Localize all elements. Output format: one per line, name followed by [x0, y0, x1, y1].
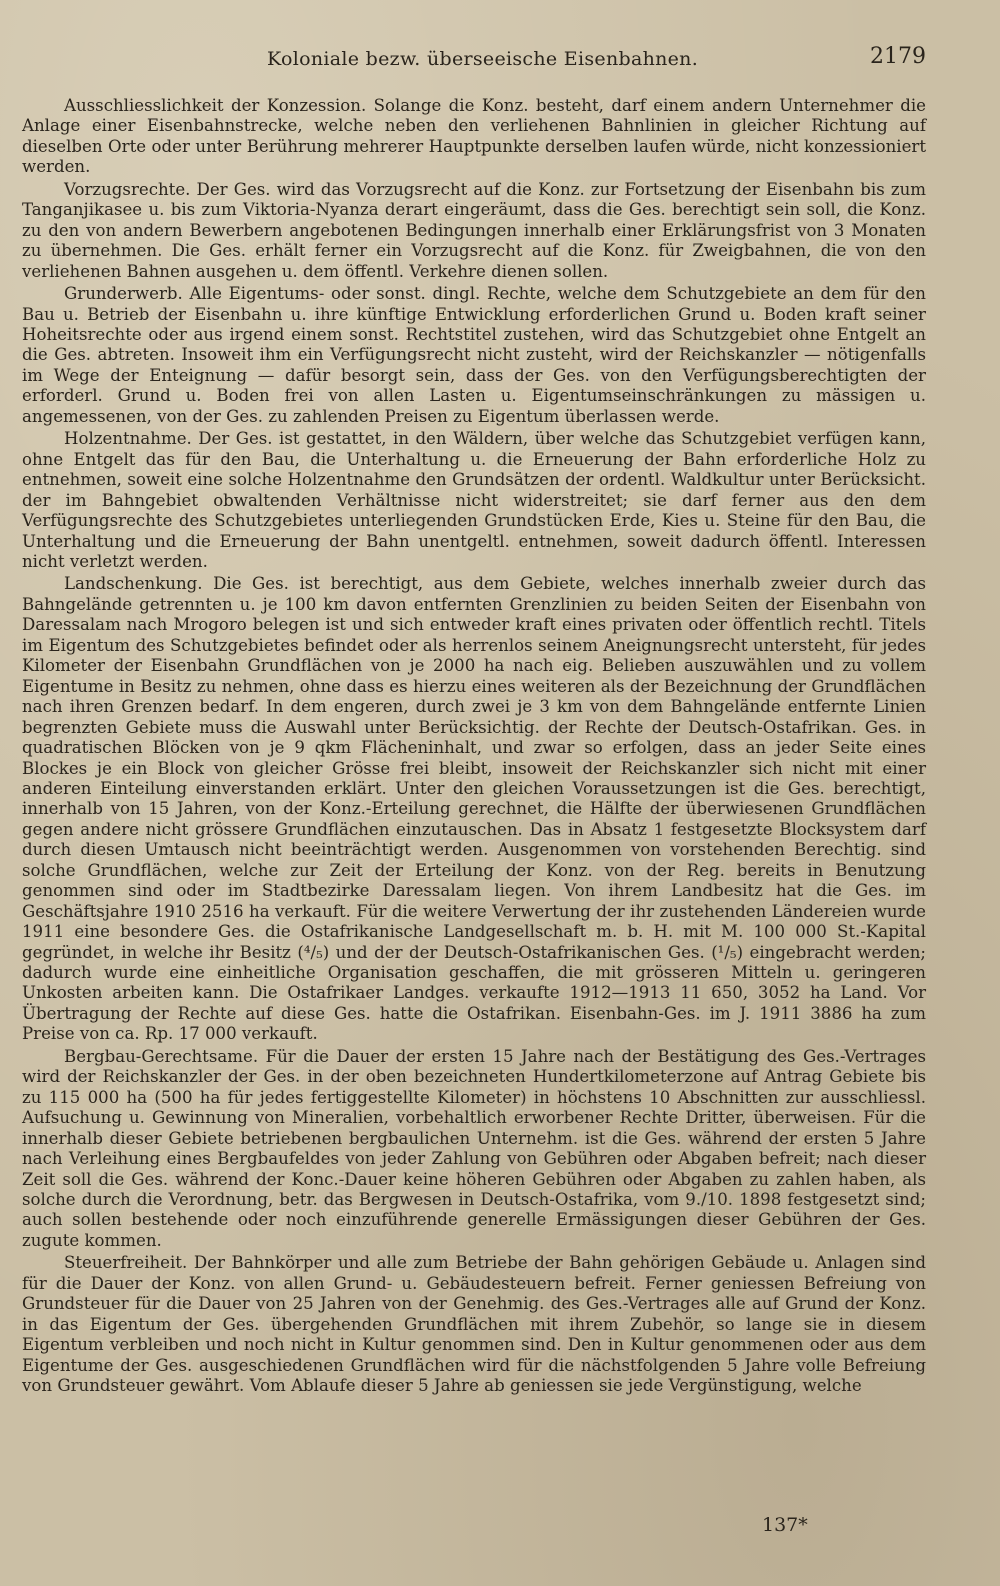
- body-text: [22, 96, 926, 1399]
- signature-mark: 137*: [762, 1514, 808, 1536]
- paragraph-vorzugsrechte: Vorzugsrechte. Der Ges. wird das Vorzugsrecht auf die Konz. zur Fortsetzung der Eisenbahn bis zum Tanganjikasee u. bis zum Viktoria-Nyanza derart eingeräumt, dass die Ges. berechtigt sein soll, die Konz. zu den von andern Bewerbern angebotenen Bedingungen innerhalb einer Erklärungsfrist von 3 Monaten zu übernehmen. Die Ges. erhält ferner ein Vorzugsrecht auf die Konz. für Zweigbahnen, die von den verliehenen Bahnen ausgehen u. dem öffentl. Verkehre dienen sollen.: [22, 179, 926, 281]
- paragraph-landschenkung: Landschenkung. Die Ges. ist berechtigt, aus dem Gebiete, welches innerhalb zweier durch das Bahngelände getrennten u. je 100 km davon entfernten Grenzlinien zu beiden Seiten der Eisenbahn von Daressalam nach Mrogoro belegen ist und sich entweder kraft eines privaten oder öffentlich rechtl. Titels im Eigentum des Schutzgebietes befindet oder als herrenlos seinem Aneignungsrecht untersteht, für jedes Kilometer der Eisenbahn Grundflächen von je 2000 ha nach eig. Belieben auszuwählen und zu vollem Eigentume in Besitz zu nehmen, ohne dass es hierzu eines weiteren als der Bezeichnung der Grundflächen nach ihren Grenzen bedarf. In dem engeren, durch zwei je 3 km von dem Bahngelände entfernte Linien begrenzten Gebiete muss die Auswahl unter Berücksichtig. der Rechte der Deutsch-Ostafrikan. Ges. in quadratischen Blöcken von je 9 qkm Flächeninhalt, und zwar so erfolgen, dass an jeder Seite eines Blockes je ein Block von gleicher Grösse frei bleibt, insoweit der Reichskanzler sich nicht mit einer anderen Einteilung einverstanden erklärt. Unter den gleichen Voraussetzungen ist die Ges. berechtigt, innerhalb von 15 Jahren, von der Konz.-Erteilung gerechnet, die Hälfte der überwiesenen Grundflächen gegen andere nicht grössere Grundflächen einzutauschen. Das in Absatz 1 festgesetzte Blocksystem darf durch diesen Umtausch nicht beeinträchtigt werden. Ausgenommen von vorstehenden Berechtig. sind solche Grundflächen, welche zur Zeit der Erteilung der Konz. von der Reg. bereits in Benutzung genommen sind oder im Stadtbezirke Daressalam liegen. Von ihrem Landbesitz hat die Ges. im Geschäftsjahre 1910 2516 ha verkauft. Für die weitere Verwertung der ihr zustehenden Ländereien wurde 1911 eine besondere Ges. die Ostafrikanische Landgesellschaft m. b. H. mit M. 100 000 St.-Kapital gegründet, in welche ihr Besitz (⁴/₅) und der der Deutsch-Ostafrikanischen Ges. (¹/₅) eingebracht werden; dadurch wurde eine einheitliche Organisation geschaffen, die mit grösseren Mitteln u. geringeren Unkosten arbeiten kann. Die Ostafrikaer Landges. verkaufte 1912—1913 11 650, 3052 ha Land. Vor Übertragung der Rechte auf diese Ges. hatte die Ostafrikan. Eisenbahn-Ges. im J. 1911 3886 ha zum Preise von ca. Rp. 17 000 verkauft.: [22, 574, 926, 1044]
- running-head: Koloniale bezw. überseeische Eisenbahnen.: [267, 48, 699, 70]
- paragraph-steuerfreiheit: Steuerfreiheit. Der Bahnkörper und alle zum Betriebe der Bahn gehörigen Gebäude u. Anlagen sind für die Dauer der Konz. von allen Grund- u. Gebäudesteuern befreit. Ferner geniessen Befreiung von Grundsteuer für die Dauer von 25 Jahren von der Genehmig. des Ges.-Vertrages alle auf Grund der Konz. in das Eigentum der Ges. übergehenden Grundflächen mit ihrem Zubehör, so lange sie in diesem Eigentum verbleiben und noch nicht in Kultur genommen sind. Den in Kultur genommenen oder aus dem Eigentume der Ges. ausgeschiedenen Grundflächen wird für die nächstfolgenden 5 Jahre volle Befreiung von Grundsteuer gewährt. Vom Ablaufe dieser 5 Jahre ab geniessen sie jede Vergünstigung, welche: [22, 1253, 926, 1396]
- paragraph-konzession: Ausschliesslichkeit der Konzession. Solange die Konz. besteht, darf einem andern Unternehmer die Anlage einer Eisenbahnstrecke, welche neben den verliehenen Bahnlinien in gleicher Richtung auf dieselben Orte oder unter Berührung mehrerer Hauptpunkte derselben laufen würde, nicht konzessioniert werden.: [22, 96, 926, 177]
- paragraph-bergbau: Bergbau-Gerechtsame. Für die Dauer der ersten 15 Jahre nach der Bestätigung des Ges.-Vertrages wird der Reichskanzler der Ges. in der oben bezeichneten Hundertkilometerzone auf Antrag Gebiete bis zu 115 000 ha (500 ha für jedes fertiggestellte Kilometer) in höchstens 10 Abschnitten zur ausschliessl. Aufsuchung u. Gewinnung von Mineralien, vorbehaltlich erworbener Rechte Dritter, überweisen. Für die innerhalb dieser Gebiete betriebenen bergbaulichen Unternehm. ist die Ges. während der ersten 5 Jahre nach Verleihung eines Bergbaufeldes von jeder Zahlung von Gebühren oder Abgaben befreit; nach dieser Zeit soll die Ges. während der Konc.-Dauer keine höheren Gebühren oder Abgaben zu zahlen haben, als solche durch die Verordnung, betr. das Bergwesen in Deutsch-Ostafrika, vom 9./10. 1898 festgesetzt sind; auch sollen bestehende oder noch einzuführende generelle Ermässigungen dieser Gebühren der Ges. zugute kommen.: [22, 1046, 926, 1250]
- page-number: 2179: [870, 44, 926, 69]
- paragraph-holzentnahme: Holzentnahme. Der Ges. ist gestattet, in den Wäldern, über welche das Schutzgebiet verfügen kann, ohne Entgelt das für den Bau, die Unterhaltung u. die Erneuerung der Bahn erforderliche Holz zu entnehmen, soweit eine solche Holzentnahme den Grundsätzen der ordentl. Waldkultur unter Berücksicht. der im Bahngebiet obwaltenden Verhältnisse nicht widerstreitet; sie darf ferner aus den dem Verfügungsrechte des Schutzgebietes unterliegenden Grundstücken Erde, Kies u. Steine für den Bau, die Unterhaltung und die Erneuerung der Bahn unentgeltl. entnehmen, soweit dadurch öffentl. Interessen nicht verletzt werden.: [22, 429, 926, 571]
- paragraph-grunderwerb: Grunderwerb. Alle Eigentums- oder sonst. dingl. Rechte, welche dem Schutzgebiete an dem für den Bau u. Betrieb der Eisenbahn u. ihre künftige Entwicklung erforderlichen Grund u. Boden kraft seiner Hoheitsrechte oder aus irgend einem sonst. Rechtstitel zustehen, wird das Schutzgebiet ohne Entgelt an die Ges. abtreten. Insoweit ihm ein Verfügungsrecht nicht zusteht, wird der Reichskanzler — nötigenfalls im Wege der Enteignung — dafür besorgt sein, dass der Ges. von den Verfügungsberechtigten der erforderl. Grund u. Boden frei von allen Lasten u. Eigentumseinschränkungen zu mässigen u. angemessenen, von der Ges. zu zahlenden Preisen zu Eigentum überlassen werde.: [22, 284, 926, 426]
- page-header: [22, 44, 926, 74]
